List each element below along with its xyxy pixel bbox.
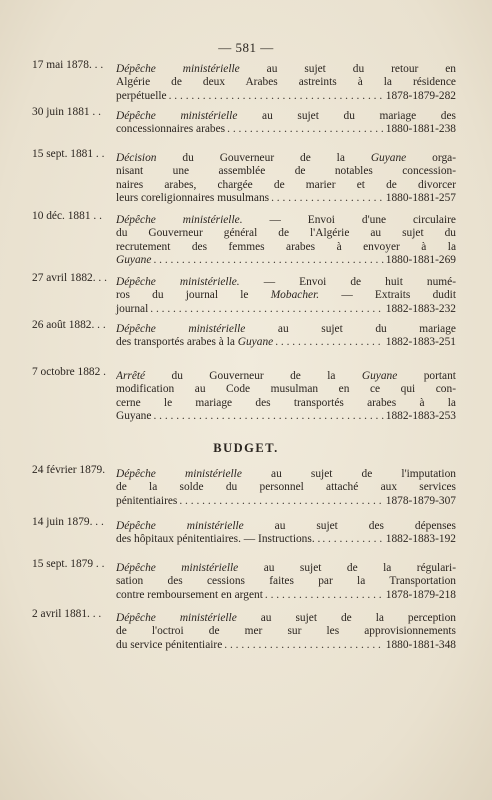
text-run: au sujet de l'imputation <box>241 468 456 480</box>
text-run: contre remboursement en argent <box>116 588 263 601</box>
text-run: du Gouverneur de la <box>156 152 371 164</box>
dot-leader <box>150 303 383 316</box>
volume-reference: 1878-1879-307 <box>385 494 456 507</box>
final-line-text <box>116 410 151 423</box>
final-line-text <box>116 192 269 205</box>
final-line <box>116 303 456 316</box>
entry-text <box>116 110 456 137</box>
text-run: Algérie de deux Arabes astreints à la résidence <box>116 76 456 89</box>
entry-date: 14 juin 1879. . . <box>32 516 104 528</box>
text-run: au sujet des dépenses <box>243 520 456 532</box>
text-line <box>116 110 456 123</box>
volume-reference: 1878-1879-218 <box>385 588 456 601</box>
text-run: journal <box>116 302 149 315</box>
entry-date: 10 déc. 1881 . . <box>32 210 102 222</box>
text-line <box>116 289 456 302</box>
text-run: sation des cessions faites par la Transportation <box>116 575 456 588</box>
text-run: Guyane <box>116 410 152 423</box>
final-line <box>116 639 456 652</box>
text-run: Décision <box>116 152 157 164</box>
entry-date: 30 juin 1881 . . <box>32 106 101 118</box>
text-run: Dépêche ministérielle. <box>116 276 240 288</box>
text-run: des transportés arabes à la <box>116 336 238 349</box>
text-run: Guyane <box>370 152 407 164</box>
dot-leader <box>322 533 383 546</box>
final-line-text <box>116 123 225 136</box>
volume-reference: 1880-1881-269 <box>385 254 456 267</box>
dot-leader <box>271 192 384 205</box>
entry-text <box>116 323 456 350</box>
entry-text <box>116 276 456 316</box>
section-heading: BUDGET. <box>213 441 279 455</box>
text-run: Dépêche ministérielle <box>116 612 237 624</box>
final-line <box>116 123 456 136</box>
dot-leader <box>227 123 384 136</box>
final-line-text <box>116 90 167 103</box>
text-run: orga- <box>406 152 456 164</box>
text-line <box>116 63 456 76</box>
entry-text <box>116 63 456 103</box>
text-run: Guyane <box>237 336 274 349</box>
final-line <box>116 254 456 267</box>
text-run: portant <box>397 370 456 382</box>
final-line-text <box>116 533 320 546</box>
text-line <box>116 520 456 533</box>
text-run: des hôpitaux pénitentiaires. — Instructions. . <box>116 533 321 546</box>
entry-text <box>116 214 456 268</box>
text-run: concessionnaires arabes <box>116 123 226 136</box>
text-run: perpétuelle <box>116 89 167 102</box>
text-line <box>116 165 456 178</box>
volume-reference: 1880-1881-348 <box>385 638 456 651</box>
volume-reference: 1882-1883-192 <box>385 533 456 546</box>
text-run: Arrêté <box>116 370 146 382</box>
entry-date: 27 avril 1882. . . <box>32 272 107 284</box>
text-line <box>116 241 456 254</box>
final-line-text <box>116 303 148 316</box>
final-line <box>116 495 456 508</box>
dot-leader <box>169 90 384 103</box>
text-line <box>116 562 456 575</box>
text-run: du Gouverneur général de l'Algérie au sujet du <box>116 227 456 240</box>
text-line <box>116 397 456 410</box>
text-run: au sujet de la perception <box>236 612 456 624</box>
text-line <box>116 575 456 588</box>
text-run: de la solde du personnel attaché aux services <box>116 481 456 494</box>
entry-date: 7 octobre 1882 . <box>32 366 107 378</box>
dot-leader <box>265 589 384 602</box>
dot-leader <box>153 254 383 267</box>
text-line <box>116 179 456 192</box>
text-run: cerne le mariage des transportés arabes à la <box>116 396 456 409</box>
entry-date: 2 avril 1881. . . <box>32 608 102 620</box>
text-run: du Gouverneur de la <box>145 370 362 382</box>
entry-text <box>116 612 456 652</box>
text-line <box>116 625 456 638</box>
final-line <box>116 410 456 423</box>
text-run: — Envoi de huit numé- <box>239 276 456 288</box>
volume-reference: 1882-1883-232 <box>385 302 456 315</box>
text-run: nisant une assemblée de notables concession- <box>116 165 456 178</box>
text-run: Dépêche ministérielle. <box>116 214 243 226</box>
final-line <box>116 192 456 205</box>
text-line <box>116 481 456 494</box>
final-line-text <box>116 336 273 349</box>
final-line <box>116 90 456 103</box>
text-line <box>116 276 456 289</box>
text-line <box>116 612 456 625</box>
entry-date: 26 août 1882. . . <box>32 319 106 331</box>
entry-text <box>116 468 456 508</box>
dot-leader <box>179 495 383 508</box>
text-run: — Extraits dudit <box>319 289 456 302</box>
final-line-text <box>116 495 177 508</box>
final-line <box>116 589 456 602</box>
text-run: au sujet du mariage <box>245 323 456 335</box>
final-line <box>116 336 456 349</box>
text-line <box>116 323 456 336</box>
entry-text <box>116 562 456 602</box>
text-run: de l'octroi de mer sur les approvisionnements <box>116 625 456 638</box>
volume-reference: 1880-1881-257 <box>385 192 456 205</box>
page-number: — 581 — <box>218 40 274 55</box>
text-run: ros du journal le <box>116 289 271 302</box>
entry-date: 24 février 1879. <box>32 464 106 476</box>
entry-text <box>116 520 456 547</box>
text-run: pénitentiaires <box>116 494 178 507</box>
final-line <box>116 533 456 546</box>
text-line <box>116 76 456 89</box>
text-run: Guyane <box>361 370 398 382</box>
text-run: — Envoi d'une circulaire <box>242 214 456 226</box>
final-line-text <box>116 254 151 267</box>
text-run: au sujet de la régulari- <box>238 562 456 574</box>
text-line <box>116 468 456 481</box>
text-run: Dépêche ministérielle <box>116 110 238 122</box>
volume-reference: 1878-1879-282 <box>385 89 456 102</box>
final-line-text <box>116 639 222 652</box>
volume-reference: 1882-1883-251 <box>385 336 456 349</box>
text-run: Dépêche ministérielle <box>116 562 239 574</box>
text-run: Dépêche ministérielle <box>116 63 240 75</box>
text-run: au sujet du retour en <box>239 63 456 75</box>
text-line <box>116 214 456 227</box>
entry-date: 15 sept. 1879 . . <box>32 558 105 570</box>
text-run: recrutement des femmes arabes à envoyer à la <box>116 240 456 253</box>
text-line <box>116 383 456 396</box>
text-line <box>116 227 456 240</box>
entry-date: 15 sept. 1881 . . <box>32 148 105 160</box>
text-run: leurs coreligionnaires musulmans <box>116 192 270 205</box>
text-run: au sujet du mariage des <box>237 110 456 122</box>
final-line-text <box>116 589 263 602</box>
text-line <box>116 152 456 165</box>
volume-reference: 1882-1883-253 <box>385 410 456 423</box>
text-line <box>116 370 456 383</box>
text-run: du service pénitentiaire <box>116 638 223 651</box>
text-run: Dépêche ministérielle <box>116 520 244 532</box>
entry-text <box>116 152 456 206</box>
dot-leader <box>153 410 383 423</box>
dot-leader <box>224 639 383 652</box>
entry-text <box>116 370 456 424</box>
text-run: naires arabes, chargée de marier et de divorcer <box>116 178 456 191</box>
text-run: Mobacher. <box>270 289 320 302</box>
dot-leader <box>275 336 384 349</box>
text-run: Dépêche ministérielle <box>116 468 242 480</box>
text-run: modification au Code musulman en ce qui con- <box>116 383 456 396</box>
volume-reference: 1880-1881-238 <box>385 123 456 136</box>
text-run: Guyane <box>116 254 152 267</box>
entry-date: 17 mai 1878. . . <box>32 59 104 71</box>
text-run: Dépêche ministérielle <box>116 323 246 335</box>
